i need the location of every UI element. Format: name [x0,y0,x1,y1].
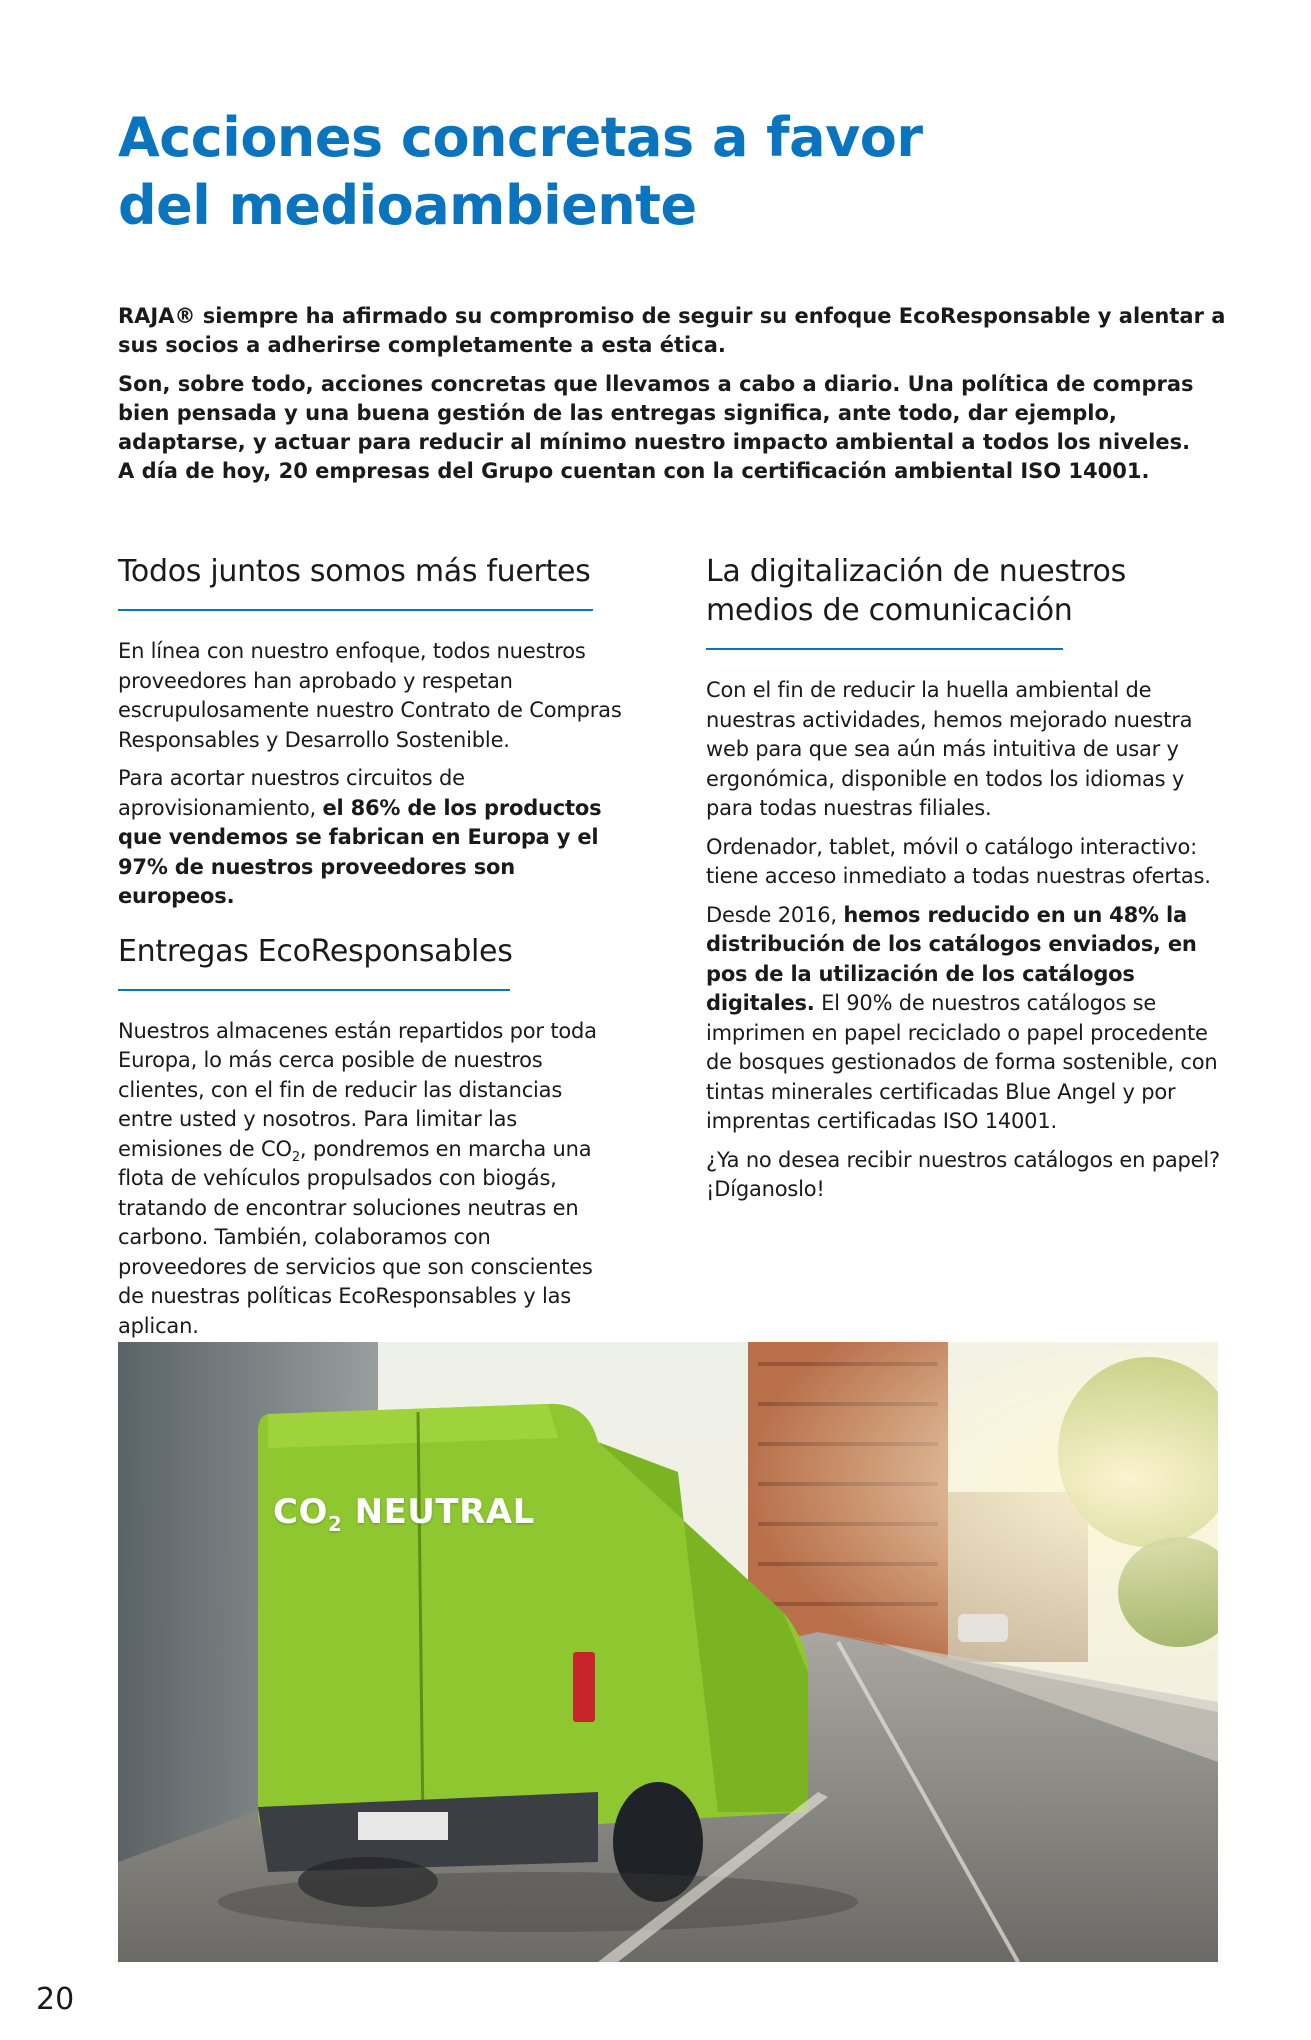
together-paragraph-2 [118,764,623,912]
intro-text [118,302,1233,486]
digital-p3-bold: hemos reducido en un 48% la distribución de los catálogos enviados, en pos de la utilización de los catálogos digitales. [706,902,1197,1015]
left-column [118,552,623,1350]
deliveries-body [118,1017,623,1342]
heading-deliveries: Entregas EcoResponsables [118,933,513,969]
intro-paragraph-1: RAJA® siempre ha afirmado su compromiso de seguir su enfoque EcoResponsable y alentar a sus socios a adherirse completamente a esta ética. [118,304,1226,357]
heading-underline [118,989,510,991]
digital-p3-end: El 90% de nuestros catálogos se imprimen en papel reciclado o papel procedente de bosques gestionados de forma sostenible, con tintas minerales certificadas Blue Angel y por imprentas certificadas ISO 14001. [706,991,1218,1133]
deliveries-text-end: , pondremos en marcha una flota de vehículos propulsados con biogás, tratando de encontrar soluciones neutras en carbono. También, colaboramos con proveedores de servicios que son conscientes de nuestras políticas EcoResponsables y las aplican. [118,1136,593,1338]
title-line-1: Acciones concretas a favor [118,106,923,169]
together-p2-bold: el 86% de los productos que vendemos se fabrican en Europa y el 97% de nuestros proveedores son europeos. [118,795,602,908]
digital-paragraph-1: Con el fin de reducir la huella ambiental de nuestras actividades, hemos mejorado nuestra web para que sea aún más intuitiva de usar y ergonómica, disponible en todos los idiomas y para todas nuestras filiales. [706,678,1193,820]
digital-paragraph-3 [706,901,1226,1137]
page-title [118,104,1118,240]
heading-together: Todos juntos somos más fuertes [118,554,591,589]
heading-underline [118,609,593,611]
digital-paragraph-2: Ordenador, tablet, móvil o catálogo interactivo: tiene acceso inmediato a todas nuestras ofertas. [706,834,1211,888]
delivery-van-photo [118,1342,1218,1962]
digital-paragraph-4: ¿Ya no desea recibir nuestros catálogos en papel? ¡Díganoslo! [706,1147,1220,1201]
co2-label-co: CO [273,1492,328,1532]
deliveries-text-start: Nuestros almacenes están repartidos por toda Europa, lo más cerca posible de nuestros clientes, con el fin de reducir las distancias entre usted y nosotros. Para limitar las emisiones de CO [118,1018,597,1161]
digital-p3-start: Desde 2016, [706,902,844,927]
co2-label-subscript: 2 [327,1511,343,1536]
together-body [118,637,623,912]
co2-neutral-label [273,1492,535,1536]
co2-subscript: 2 [291,1149,300,1165]
title-line-2: del medioambiente [118,174,697,237]
right-column [706,552,1226,1214]
deliveries-paragraph [118,1017,623,1342]
heading-digital: La digitalización de nuestros medios de comunicación [706,554,1126,628]
together-p2-text: Para acortar nuestros circuitos de aprovisionamiento, [118,766,465,820]
intro-paragraph-2: Son, sobre todo, acciones concretas que llevamos a cabo a diario. Una política de compras bien pensada y una buena gestión de las entregas significa, ante todo, dar ejemplo, adaptarse, y actuar para reducir al mínimo nuestro impacto ambiental a todos los niveles. [118,372,1194,454]
intro-paragraph-3: A día de hoy, 20 empresas del Grupo cuentan con la certificación ambiental ISO 14001. [118,459,1150,483]
page-number: 20 [36,1982,75,2017]
co2-label-neutral: NEUTRAL [342,1492,535,1532]
digital-body [706,676,1226,1205]
van-illustration [118,1342,1218,1962]
together-paragraph-1: En línea con nuestro enfoque, todos nuestros proveedores han aprobado y respetan escrupulosamente nuestro Contrato de Compras Responsables y Desarrollo Sostenible. [118,639,622,752]
heading-underline [706,648,1063,650]
